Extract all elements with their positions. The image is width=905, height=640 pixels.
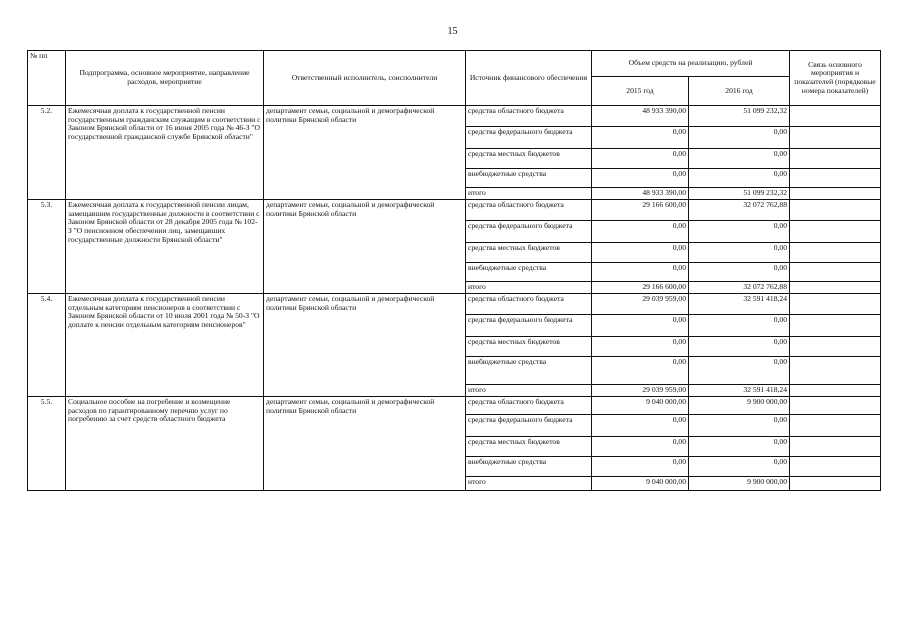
amount-2016: 0,00 <box>689 149 790 169</box>
amount-2015: 0,00 <box>592 415 689 437</box>
program-description: Социальное пособие на погребение и возмещение расходов по гарантированному перечню услуг по погребению за счет средств областного бюджета <box>66 397 264 491</box>
row-number: 5.5. <box>28 397 66 491</box>
indicator-link <box>790 149 881 169</box>
program-description: Ежемесячная доплата к государственной пенсии государственным гражданским служащим в соответствии с Законом Брянской области от 16 июня 2005 года № 46-З "О государственной гражданской службе Брянской области" <box>66 106 264 200</box>
amount-2016: 32 072 762,88 <box>689 282 790 294</box>
indicator-link <box>790 337 881 357</box>
amount-2015: 29 039 959,00 <box>592 385 689 397</box>
total-label: итого <box>466 385 592 397</box>
executor: департамент семьи, социальной и демографической политики Брянской области <box>264 294 466 397</box>
amount-2015: 0,00 <box>592 337 689 357</box>
amount-2015: 9 040 000,00 <box>592 397 689 415</box>
indicator-link <box>790 221 881 243</box>
amount-2016: 9 900 000,00 <box>689 477 790 491</box>
amount-2015: 48 933 390,00 <box>592 106 689 127</box>
table-row <box>28 200 881 221</box>
amount-2015: 29 166 600,00 <box>592 282 689 294</box>
amount-2016: 0,00 <box>689 221 790 243</box>
amount-2016: 32 591 418,24 <box>689 294 790 315</box>
row-number: 5.2. <box>28 106 66 200</box>
funding-source: внебюджетные средства <box>466 263 592 282</box>
indicator-link <box>790 188 881 200</box>
amount-2015: 0,00 <box>592 315 689 337</box>
amount-2016: 32 591 418,24 <box>689 385 790 397</box>
row-number: 5.3. <box>28 200 66 294</box>
table-row <box>28 397 881 415</box>
indicator-link <box>790 457 881 477</box>
table-row <box>28 294 881 315</box>
funding-source: средства местных бюджетов <box>466 337 592 357</box>
funding-source: средства федерального бюджета <box>466 127 592 149</box>
amount-2016: 9 900 000,00 <box>689 397 790 415</box>
total-label: итого <box>466 282 592 294</box>
header-program: Подпрограмма, основное мероприятие, направление расходов, мероприятие <box>66 51 264 106</box>
funding-source: средства местных бюджетов <box>466 243 592 263</box>
program-description: Ежемесячная доплата к государственной пенсии отдельным категориям пенсионеров в соответствии с Законом Брянской области от 10 июля 2001 года № 50-З "О доплате к пенсии отдельным категориям пенсионеров" <box>66 294 264 397</box>
funding-source: средства областного бюджета <box>466 200 592 221</box>
indicator-link <box>790 127 881 149</box>
amount-2015: 0,00 <box>592 221 689 243</box>
amount-2015: 29 166 600,00 <box>592 200 689 221</box>
header-num: № пп <box>28 51 66 106</box>
amount-2016: 0,00 <box>689 357 790 385</box>
header-volume: Объем средств на реализацию, рублей <box>592 51 790 77</box>
table-body <box>28 106 881 491</box>
header-link: Связь основного мероприятия и показателей (порядковые номера показателей) <box>790 51 881 106</box>
amount-2016: 0,00 <box>689 127 790 149</box>
amount-2016: 0,00 <box>689 243 790 263</box>
table-row <box>28 106 881 127</box>
indicator-link <box>790 263 881 282</box>
total-label: итого <box>466 477 592 491</box>
budget-table <box>27 50 881 491</box>
funding-source: средства местных бюджетов <box>466 149 592 169</box>
amount-2015: 0,00 <box>592 243 689 263</box>
indicator-link <box>790 397 881 415</box>
executor: департамент семьи, социальной и демографической политики Брянской области <box>264 397 466 491</box>
indicator-link <box>790 357 881 385</box>
indicator-link <box>790 315 881 337</box>
funding-source: средства федерального бюджета <box>466 221 592 243</box>
indicator-link <box>790 477 881 491</box>
amount-2016: 32 072 762,88 <box>689 200 790 221</box>
funding-source: внебюджетные средства <box>466 169 592 188</box>
funding-source: внебюджетные средства <box>466 357 592 385</box>
amount-2015: 0,00 <box>592 127 689 149</box>
amount-2016: 0,00 <box>689 457 790 477</box>
total-label: итого <box>466 188 592 200</box>
amount-2015: 9 040 000,00 <box>592 477 689 491</box>
funding-source: средства областного бюджета <box>466 106 592 127</box>
amount-2016: 0,00 <box>689 337 790 357</box>
amount-2015: 0,00 <box>592 169 689 188</box>
amount-2016: 0,00 <box>689 263 790 282</box>
amount-2016: 0,00 <box>689 437 790 457</box>
indicator-link <box>790 385 881 397</box>
funding-source: средства федерального бюджета <box>466 415 592 437</box>
indicator-link <box>790 437 881 457</box>
amount-2016: 0,00 <box>689 169 790 188</box>
funding-source: средства областного бюджета <box>466 294 592 315</box>
indicator-link <box>790 200 881 221</box>
funding-source: внебюджетные средства <box>466 457 592 477</box>
row-number: 5.4. <box>28 294 66 397</box>
header-sources: Источник финансового обеспечения <box>466 51 592 106</box>
indicator-link <box>790 282 881 294</box>
indicator-link <box>790 294 881 315</box>
program-description: Ежемесячная доплата к государственной пенсии лицам, замещавшим государственные должности в соответствии с Законом Брянской области от 28 декабря 2005 года № 102-З "О пенсионном обеспечении лиц, замещавших государственные должности Брянской области" <box>66 200 264 294</box>
amount-2015: 48 933 390,00 <box>592 188 689 200</box>
amount-2016: 0,00 <box>689 415 790 437</box>
amount-2016: 0,00 <box>689 315 790 337</box>
amount-2015: 29 039 959,00 <box>592 294 689 315</box>
amount-2015: 0,00 <box>592 149 689 169</box>
indicator-link <box>790 106 881 127</box>
amount-2015: 0,00 <box>592 457 689 477</box>
header-year-2016: 2016 год <box>689 77 790 106</box>
executor: департамент семьи, социальной и демографической политики Брянской области <box>264 106 466 200</box>
amount-2015: 0,00 <box>592 263 689 282</box>
executor: департамент семьи, социальной и демографической политики Брянской области <box>264 200 466 294</box>
amount-2016: 51 099 232,32 <box>689 188 790 200</box>
amount-2016: 51 099 232,32 <box>689 106 790 127</box>
amount-2015: 0,00 <box>592 437 689 457</box>
page-number: 15 <box>447 26 458 37</box>
indicator-link <box>790 415 881 437</box>
indicator-link <box>790 243 881 263</box>
funding-source: средства областного бюджета <box>466 397 592 415</box>
funding-source: средства местных бюджетов <box>466 437 592 457</box>
header-year-2015: 2015 год <box>592 77 689 106</box>
funding-source: средства федерального бюджета <box>466 315 592 337</box>
header-executor: Ответственный исполнитель, соисполнители <box>264 51 466 106</box>
amount-2015: 0,00 <box>592 357 689 385</box>
indicator-link <box>790 169 881 188</box>
